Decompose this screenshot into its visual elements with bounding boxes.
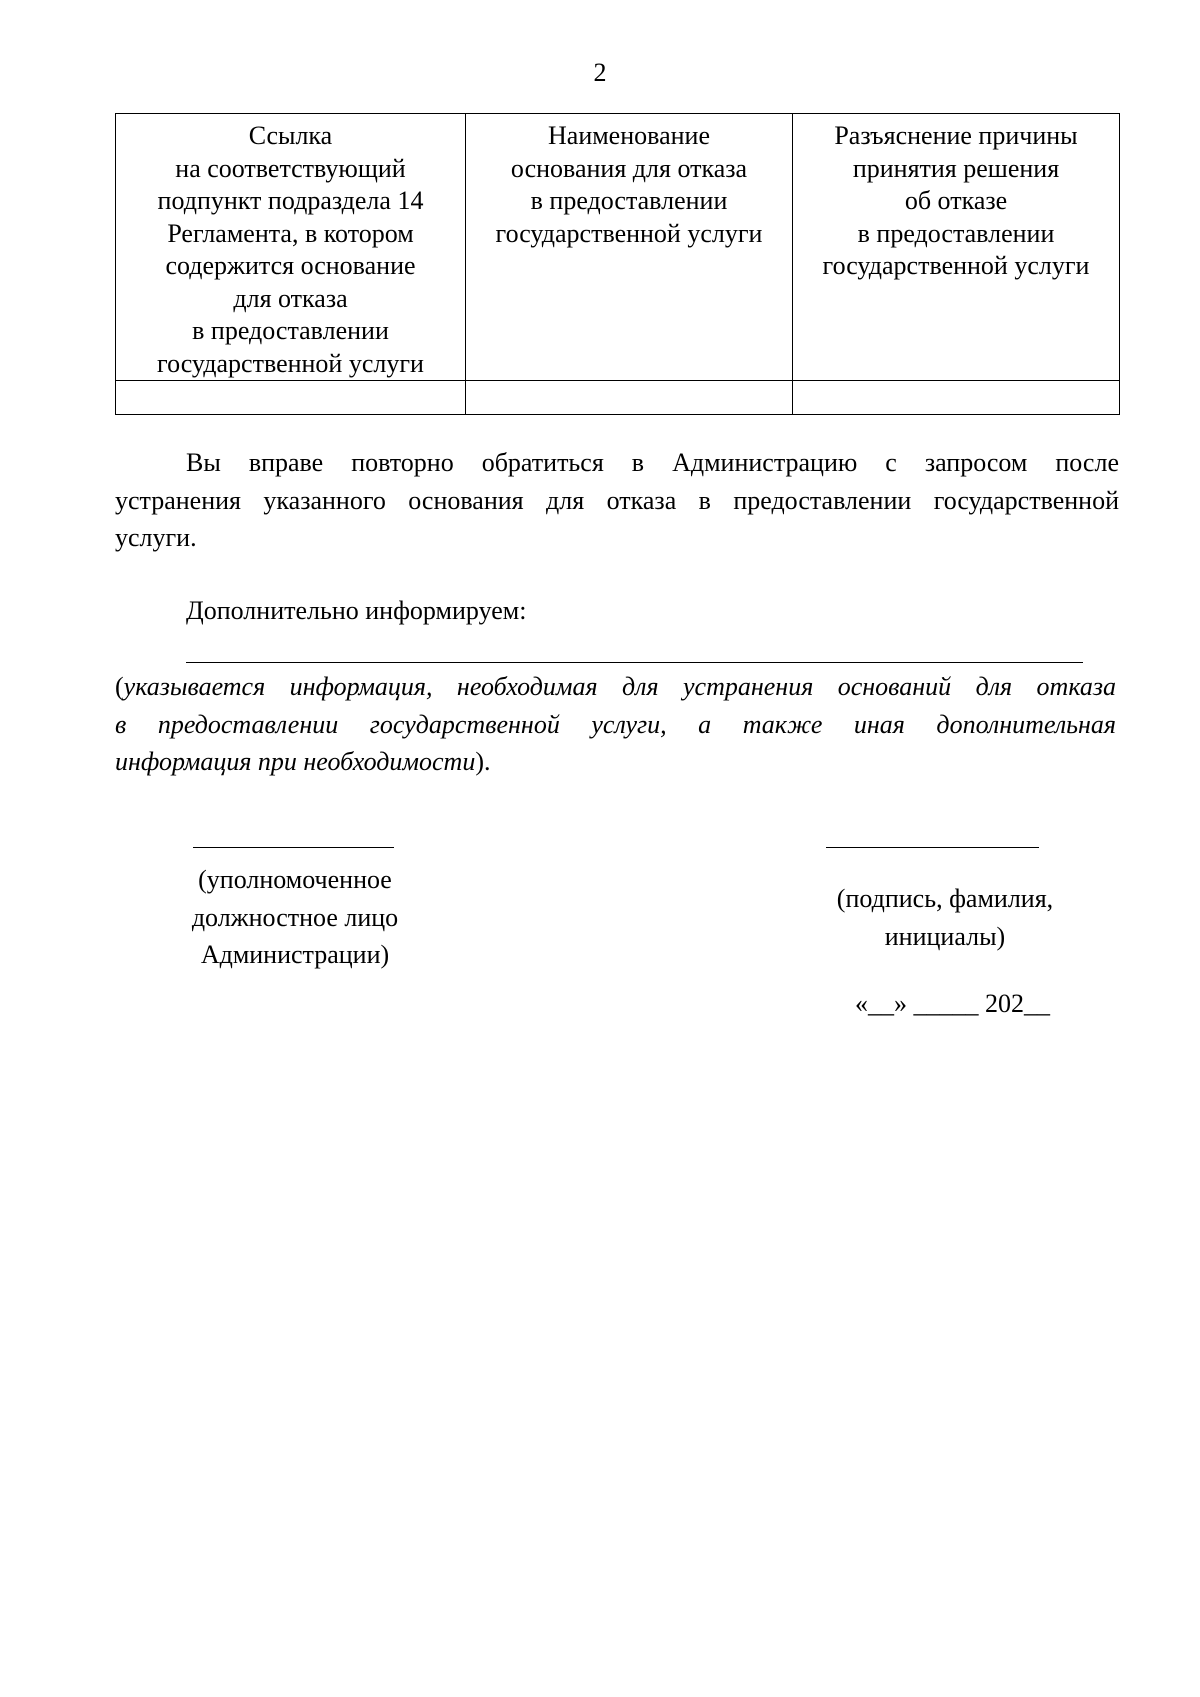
table-cell <box>793 381 1120 415</box>
header-reference-label: Ссылка на соответствующий подпункт подраздела 14 Регламента, в котором содержится основание для отказа в предоставлении государственной услуги <box>157 121 424 378</box>
additional-info-heading: Дополнительно информируем: <box>186 596 527 625</box>
note-text: в предоставлении государственной услуги, а также иная дополнительная <box>115 709 1116 739</box>
table-cell <box>466 381 793 415</box>
note-open-paren: ( <box>115 672 124 701</box>
info-fill-line <box>186 662 1083 663</box>
note-text: указывается информация, необходимая для устранения оснований для отказа <box>123 672 1116 701</box>
reapply-paragraph <box>115 444 1119 557</box>
refusal-grounds-table <box>115 113 1120 415</box>
note-line <box>115 668 1116 706</box>
table-cell <box>116 381 466 415</box>
header-ground-name-label: Наименование основания для отказа в предоставлении государственной услуги <box>495 121 763 248</box>
official-caption: (уполномоченное должностное лицо Администрации) <box>191 865 399 969</box>
signature-line <box>826 847 1039 848</box>
table-header-cell <box>793 114 1120 381</box>
note-line <box>115 706 1116 744</box>
table-header-row <box>116 114 1120 381</box>
page-number: 2 <box>593 58 607 87</box>
official-signature-line <box>193 847 394 848</box>
table-row <box>116 381 1120 415</box>
table-header-cell <box>116 114 466 381</box>
paragraph-line: Вы вправе повторно обратиться в Администрацию с запросом после <box>186 448 1119 477</box>
paragraph-line: устранения указанного основания для отказа в предоставлении государственной <box>115 485 1119 515</box>
note-text: информация при необходимости <box>115 747 476 776</box>
signature-caption: (подпись, фамилия, инициалы) <box>836 884 1054 951</box>
note-close-paren: ). <box>475 747 491 776</box>
table-header-cell <box>466 114 793 381</box>
header-explanation-label: Разъяснение причины принятия решения об отказе в предоставлении государственной услуги <box>822 121 1090 280</box>
instruction-note <box>115 668 1116 781</box>
date-field: «__» _____ 202__ <box>855 989 1050 1018</box>
note-line <box>115 743 1116 781</box>
paragraph-line: услуги. <box>115 523 197 552</box>
